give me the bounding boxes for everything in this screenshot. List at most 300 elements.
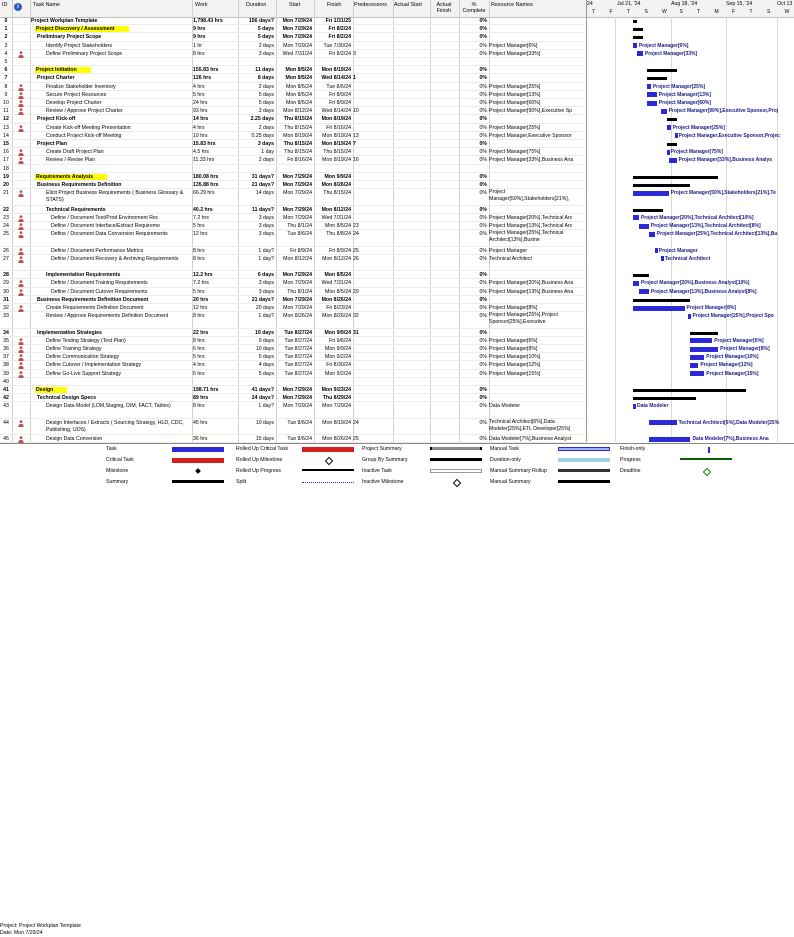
task-actual-start xyxy=(393,255,430,272)
task-row[interactable] xyxy=(0,165,586,173)
legend-swatch-milestone xyxy=(195,468,201,474)
task-actual-start xyxy=(393,361,430,369)
task-finish: Thu 8/15/24 xyxy=(323,190,351,197)
task-actual-finish xyxy=(430,148,459,156)
task-actual-finish xyxy=(430,288,459,296)
header-finish[interactable]: Finish xyxy=(327,2,342,8)
gantt-chart[interactable] xyxy=(586,0,794,442)
task-id: 17 xyxy=(3,157,9,164)
task-work: 4 hrs xyxy=(193,362,205,369)
task-id: 33 xyxy=(3,313,9,320)
legend-label: Inactive Milestone xyxy=(362,479,404,485)
gantt-bar-label: Project Manager[6%] xyxy=(638,42,689,49)
gantt-gridline xyxy=(671,17,672,442)
task-row[interactable] xyxy=(0,115,586,123)
task-name: Preliminary Project Scope xyxy=(37,34,102,41)
task-actual-start xyxy=(393,304,430,312)
task-finish: Mon 8/5/24 xyxy=(325,223,351,229)
task-row[interactable] xyxy=(0,312,586,328)
task-name: Finalize Stakeholder Inventory xyxy=(46,83,116,90)
resource-indicator-icon xyxy=(12,304,30,312)
task-id: 12 xyxy=(3,116,9,123)
highlighted-task-name: Project Discovery / Assessment xyxy=(35,26,129,32)
task-id: 10 xyxy=(3,100,9,106)
summary-bar[interactable] xyxy=(633,20,637,23)
header-predecessors[interactable]: Predecessors xyxy=(354,2,387,8)
task-name xyxy=(31,165,192,173)
task-duration xyxy=(238,165,276,173)
task-row[interactable] xyxy=(0,189,586,205)
task-bar[interactable] xyxy=(669,158,677,163)
task-start: Mon 8/12/24 xyxy=(283,108,312,115)
task-resources: Project Manager[13%] xyxy=(489,91,541,98)
task-bar[interactable] xyxy=(647,92,657,97)
task-actual-start xyxy=(393,17,430,25)
task-id: 14 xyxy=(3,132,9,139)
task-row[interactable] xyxy=(0,402,586,418)
task-work: 1,798.43 hrs xyxy=(193,18,223,24)
task-actual-start xyxy=(393,132,430,140)
task-duration: 8 days xyxy=(257,75,274,82)
task-row[interactable] xyxy=(0,296,586,304)
summary-bar[interactable] xyxy=(633,36,643,39)
header-duration[interactable]: Duration xyxy=(246,2,267,8)
task-row[interactable] xyxy=(0,394,586,402)
task-actual-start xyxy=(393,50,430,58)
task-name: Business Requirements Definition xyxy=(37,182,122,188)
task-resources: Project Manager[33%] xyxy=(489,50,541,57)
task-bar[interactable] xyxy=(639,289,649,294)
task-bar[interactable] xyxy=(649,232,655,237)
task-percent-complete: 0% xyxy=(479,247,487,254)
task-bar[interactable] xyxy=(633,43,637,48)
task-percent-complete: 0% xyxy=(479,83,487,90)
task-duration: 5 days xyxy=(258,91,274,98)
gantt-bar-label: Project Manager[25%],Project Spo xyxy=(692,313,774,320)
task-work: 12 hrs xyxy=(193,305,208,311)
gantt-bar-label: Project Manager[25%] xyxy=(672,124,725,131)
task-start: Mon 8/26/24 xyxy=(283,313,312,320)
task-actual-finish xyxy=(430,370,459,378)
task-predecessors: 7 xyxy=(353,141,356,147)
task-name: Identify Project Stakeholders xyxy=(46,42,113,49)
task-resources: Project Manager,Executive Sponsor xyxy=(489,132,572,139)
task-name: Develop Project Charter xyxy=(46,100,102,106)
task-bar[interactable] xyxy=(633,281,639,286)
task-percent-complete: 0% xyxy=(479,157,487,164)
header-actual-finish[interactable]: Actual Finish xyxy=(436,2,452,14)
task-bar[interactable] xyxy=(647,101,657,106)
task-id: 7 xyxy=(4,75,8,82)
task-duration: 2 days xyxy=(258,124,274,131)
task-percent-complete: 0% xyxy=(479,42,487,49)
task-resources xyxy=(489,394,586,402)
summary-bar[interactable] xyxy=(633,274,649,277)
timescale-day: S xyxy=(644,9,648,15)
resource-indicator-icon xyxy=(12,50,30,58)
task-percent-complete: 0% xyxy=(479,387,487,393)
gantt-bar-label: Project Manager[50%],Stakeholders[21%],Te xyxy=(670,190,776,197)
summary-bar[interactable] xyxy=(633,299,690,302)
task-work: 126 hrs xyxy=(193,75,212,82)
task-actual-finish xyxy=(430,74,459,82)
task-row[interactable] xyxy=(0,132,586,140)
task-start: Mon 7/29/24 xyxy=(283,280,312,287)
task-percent-complete: 0% xyxy=(479,272,487,279)
task-work: 5 hrs xyxy=(193,288,205,295)
task-actual-finish xyxy=(430,83,459,91)
task-row[interactable] xyxy=(0,33,586,41)
task-bar[interactable] xyxy=(633,404,636,409)
indicator-cell xyxy=(12,165,30,173)
task-percent-complete xyxy=(459,165,489,173)
task-percent-complete xyxy=(459,378,489,386)
task-actual-start xyxy=(393,124,430,132)
task-predecessors: 25 xyxy=(353,436,359,443)
timescale-day: W xyxy=(784,9,790,15)
task-row[interactable] xyxy=(0,345,586,353)
task-row[interactable] xyxy=(0,353,586,361)
task-id: 19 xyxy=(3,173,9,180)
task-name xyxy=(31,25,192,33)
task-predecessors: 24 xyxy=(353,419,359,426)
task-row[interactable] xyxy=(0,279,586,287)
task-row[interactable] xyxy=(0,124,586,132)
task-row[interactable] xyxy=(0,42,586,50)
gantt-bar-label: Project Manager[15%] xyxy=(706,370,759,377)
task-row[interactable] xyxy=(0,58,586,66)
task-resources xyxy=(489,206,586,214)
task-finish xyxy=(314,165,353,173)
task-predecessors xyxy=(353,165,393,173)
task-predecessors xyxy=(353,189,393,206)
task-work: 14 hrs xyxy=(193,116,209,123)
task-resources xyxy=(489,115,586,123)
task-id: 43 xyxy=(3,403,9,410)
task-predecessors xyxy=(353,402,393,419)
task-work: 24 hrs xyxy=(193,100,208,106)
task-actual-start xyxy=(393,247,430,255)
task-percent-complete: 0% xyxy=(479,329,487,336)
task-work: 66.29 hrs xyxy=(193,190,215,197)
summary-bar[interactable] xyxy=(690,332,718,335)
task-name: Define Testing Strategy (Test Plan) xyxy=(46,337,126,344)
task-row[interactable] xyxy=(0,74,586,82)
indicator-cell xyxy=(12,271,30,279)
task-bar[interactable] xyxy=(661,256,664,261)
task-row[interactable] xyxy=(0,91,586,99)
task-id: 3 xyxy=(4,42,8,49)
task-row[interactable] xyxy=(0,255,586,271)
task-id: 27 xyxy=(3,255,9,262)
task-bar[interactable] xyxy=(661,109,667,114)
gantt-bar-label: Project Manager[75%] xyxy=(670,149,723,156)
task-predecessors: 24 xyxy=(353,231,359,238)
task-actual-start xyxy=(393,296,430,304)
summary-bar[interactable] xyxy=(667,143,677,146)
task-duration: 3 days xyxy=(258,214,274,221)
task-finish xyxy=(314,58,353,66)
task-finish: Fri 8/9/24 xyxy=(329,100,351,106)
task-actual-finish xyxy=(430,156,459,164)
info-icon[interactable]: i xyxy=(14,3,22,11)
task-bar[interactable] xyxy=(690,338,712,343)
task-actual-start xyxy=(393,140,430,148)
task-actual-start xyxy=(393,42,430,50)
legend-label: Milestone xyxy=(106,468,129,474)
gantt-bar-label: Project Manager[10%] xyxy=(706,354,759,361)
task-id: 28 xyxy=(3,272,9,279)
task-resources: Project Manager[8%] xyxy=(489,346,538,352)
task-actual-finish xyxy=(430,271,459,279)
task-id: 41 xyxy=(3,387,9,393)
task-work: 8 hrs xyxy=(193,247,205,254)
task-actual-finish xyxy=(430,132,459,140)
task-start: Mon 7/29/24 xyxy=(282,206,312,213)
resource-indicator-icon xyxy=(12,361,30,369)
task-predecessors xyxy=(353,337,393,345)
task-row[interactable] xyxy=(0,140,586,148)
task-resources: Project Manager[13%],Technical Arc xyxy=(489,223,573,229)
task-name: Create Draft Project Plan xyxy=(46,149,104,156)
task-row[interactable] xyxy=(0,361,586,369)
task-row[interactable] xyxy=(0,17,586,25)
task-row[interactable] xyxy=(0,173,586,181)
task-work: 8 hrs xyxy=(193,313,205,320)
task-predecessors xyxy=(353,33,393,41)
task-bar[interactable] xyxy=(667,125,671,130)
task-predecessors: 10 xyxy=(353,108,359,115)
task-row[interactable] xyxy=(0,148,586,156)
resource-indicator-icon xyxy=(12,156,30,164)
task-duration: 1 day? xyxy=(258,403,274,410)
task-id: 37 xyxy=(3,354,9,361)
task-actual-start xyxy=(393,156,430,164)
task-finish: Tue 7/30/24 xyxy=(323,42,351,49)
task-bar[interactable] xyxy=(633,191,669,196)
task-actual-finish xyxy=(430,17,459,25)
summary-bar[interactable] xyxy=(633,209,663,212)
task-start: Mon 8/12/24 xyxy=(283,255,312,262)
task-row[interactable] xyxy=(0,304,586,312)
task-bar[interactable] xyxy=(649,420,677,425)
legend-label: Progress xyxy=(620,457,641,463)
summary-bar[interactable] xyxy=(633,397,696,400)
task-bar[interactable] xyxy=(637,51,643,56)
task-actual-finish xyxy=(430,394,459,402)
task-start: Thu 8/1/24 xyxy=(287,223,312,229)
task-bar[interactable] xyxy=(667,150,670,155)
task-start: Tue 8/27/24 xyxy=(284,362,312,369)
task-percent-complete: 0% xyxy=(479,67,487,74)
task-bar[interactable] xyxy=(690,363,698,368)
task-resources xyxy=(489,58,586,66)
summary-bar[interactable] xyxy=(633,176,718,179)
task-row[interactable] xyxy=(0,329,586,337)
task-bar[interactable] xyxy=(647,84,651,89)
task-name: Review / Approve Project Charter xyxy=(46,108,123,115)
task-work: 8 hrs xyxy=(193,255,205,262)
task-percent-complete: 0% xyxy=(479,395,487,402)
task-bar[interactable] xyxy=(690,355,704,360)
task-resources xyxy=(489,33,586,41)
task-work: 10 hrs xyxy=(193,132,208,139)
task-id: 44 xyxy=(3,419,9,426)
task-work xyxy=(193,165,238,173)
header-percent-complete[interactable]: % Complete xyxy=(462,2,486,14)
task-finish: Mon 9/23/24 xyxy=(321,387,351,393)
task-row[interactable] xyxy=(0,156,586,164)
summary-bar[interactable] xyxy=(647,69,677,72)
task-percent-complete: 0% xyxy=(479,18,487,24)
task-row[interactable] xyxy=(0,214,586,222)
task-name: Create Kick-off Meeting Presentation xyxy=(46,124,131,131)
task-bar[interactable] xyxy=(675,133,678,138)
resource-indicator-icon xyxy=(12,99,30,107)
legend-label: Project Summary xyxy=(362,446,402,452)
task-bar[interactable] xyxy=(649,437,691,442)
task-bar[interactable] xyxy=(655,248,658,253)
task-start: Tue 8/6/24 xyxy=(287,419,312,426)
task-row[interactable] xyxy=(0,181,586,189)
task-predecessors: 16 xyxy=(353,157,359,164)
header-actual-start[interactable]: Actual Start xyxy=(394,2,422,8)
task-row[interactable] xyxy=(0,378,586,386)
task-row[interactable] xyxy=(0,222,586,230)
task-row[interactable] xyxy=(0,230,586,246)
task-percent-complete: 0% xyxy=(479,370,487,377)
task-start: Fri 8/16/24 xyxy=(287,157,312,164)
task-name: Secure Project Resources xyxy=(46,91,107,98)
legend-label: Task xyxy=(106,446,117,452)
resource-indicator-icon xyxy=(12,337,30,345)
indicator-cell xyxy=(12,58,30,66)
task-duration: 14 days xyxy=(255,190,274,197)
task-duration: 3 days xyxy=(258,280,274,287)
task-duration: 3 days xyxy=(258,288,274,295)
task-start: Mon 7/29/24 xyxy=(283,190,312,197)
task-bar[interactable] xyxy=(639,224,649,229)
task-resources: Project Manager[50%],Stakeholders[21%], xyxy=(489,189,570,203)
task-duration: 156 days? xyxy=(248,18,274,24)
task-actual-start xyxy=(393,99,430,107)
task-name: Design Interfaces / Extracts ( Sourcing Strategy, HLD, CDC, Publishing, UOS) xyxy=(46,419,184,433)
task-row[interactable] xyxy=(0,288,586,296)
task-start: Mon 7/29/24 xyxy=(283,214,312,221)
header-work[interactable]: Work xyxy=(195,2,208,8)
gantt-body xyxy=(587,0,794,442)
gantt-bar-label: Project Manager[13%] xyxy=(658,91,712,98)
task-actual-finish xyxy=(430,230,459,247)
summary-bar[interactable] xyxy=(647,77,667,80)
task-actual-finish xyxy=(430,255,459,272)
task-bar[interactable] xyxy=(690,347,718,352)
task-start: Wed 7/31/24 xyxy=(282,50,312,57)
task-row[interactable] xyxy=(0,25,586,33)
timescale-day: T xyxy=(592,9,596,15)
header-start[interactable]: Start xyxy=(289,2,301,8)
resource-indicator-icon xyxy=(12,255,30,263)
header-id[interactable]: ID xyxy=(2,2,8,8)
header-task-name[interactable]: Task Name xyxy=(33,2,60,8)
summary-bar[interactable] xyxy=(633,28,643,31)
task-work: 45 hrs xyxy=(193,419,208,426)
task-duration: 2 days xyxy=(258,83,274,90)
task-finish: Wed 8/14/24 xyxy=(321,75,351,82)
task-bar[interactable] xyxy=(633,306,685,311)
task-duration: 21 days? xyxy=(251,296,274,303)
task-start xyxy=(276,58,314,66)
task-actual-start xyxy=(393,312,430,329)
task-bar[interactable] xyxy=(690,371,704,376)
task-finish: Mon 9/2/24 xyxy=(325,370,351,377)
summary-bar[interactable] xyxy=(633,184,690,187)
summary-bar[interactable] xyxy=(633,389,746,392)
task-bar[interactable] xyxy=(633,215,639,220)
task-row[interactable] xyxy=(0,83,586,91)
task-percent-complete: 0% xyxy=(479,354,487,361)
task-row[interactable] xyxy=(0,99,586,107)
legend-label: Critical Task xyxy=(106,457,134,463)
task-row[interactable] xyxy=(0,66,586,74)
legend-label: Manual Summary xyxy=(490,479,531,485)
task-name: Implementation Strategies xyxy=(37,329,102,336)
legend xyxy=(0,443,794,936)
timescale-day: F xyxy=(732,9,736,15)
task-finish: Mon 8/5/24 xyxy=(324,272,351,279)
task-name xyxy=(31,58,192,66)
task-actual-start xyxy=(393,279,430,287)
task-percent-complete: 0% xyxy=(479,305,487,311)
task-bar[interactable] xyxy=(688,314,691,319)
task-row[interactable] xyxy=(0,50,586,58)
task-finish: Mon 8/19/24 xyxy=(321,141,351,147)
task-row[interactable] xyxy=(0,370,586,378)
task-start: Mon 7/29/24 xyxy=(282,26,312,33)
task-row[interactable] xyxy=(0,271,586,279)
task-actual-finish xyxy=(430,361,459,369)
task-finish: Fri 9/6/24 xyxy=(329,337,351,344)
task-resources xyxy=(489,17,586,25)
task-actual-finish xyxy=(430,279,459,287)
task-resources: Project Manager[10%] xyxy=(489,354,541,361)
task-id: 6 xyxy=(4,67,8,74)
legend-swatch-summary xyxy=(430,458,482,461)
task-start: Mon 7/29/24 xyxy=(282,272,312,279)
gantt-bar-label: Data Modeler[7%],Business Ana xyxy=(692,436,769,442)
task-percent-complete: 0% xyxy=(479,223,487,229)
task-row[interactable] xyxy=(0,386,586,394)
task-row[interactable] xyxy=(0,419,586,435)
task-predecessors xyxy=(353,66,393,74)
task-row[interactable] xyxy=(0,206,586,214)
summary-bar[interactable] xyxy=(667,118,677,121)
task-finish: Thu 8/29/24 xyxy=(322,395,351,402)
task-name: Define / Document Test/Prod Environment Rec xyxy=(51,214,159,221)
task-finish: Fri 8/9/24 xyxy=(329,91,351,98)
task-id: 40 xyxy=(3,378,9,385)
task-actual-start xyxy=(393,33,430,41)
header-resource-names[interactable]: Resource Names xyxy=(491,2,533,8)
task-finish: Mon 8/5/24 xyxy=(325,288,351,295)
task-finish: Mon 8/19/24 xyxy=(321,116,351,123)
task-row[interactable] xyxy=(0,247,586,255)
task-predecessors xyxy=(353,173,393,181)
task-id: 24 xyxy=(3,223,9,229)
task-id: 31 xyxy=(3,296,9,303)
task-row[interactable] xyxy=(0,337,586,345)
task-row[interactable] xyxy=(0,107,586,115)
